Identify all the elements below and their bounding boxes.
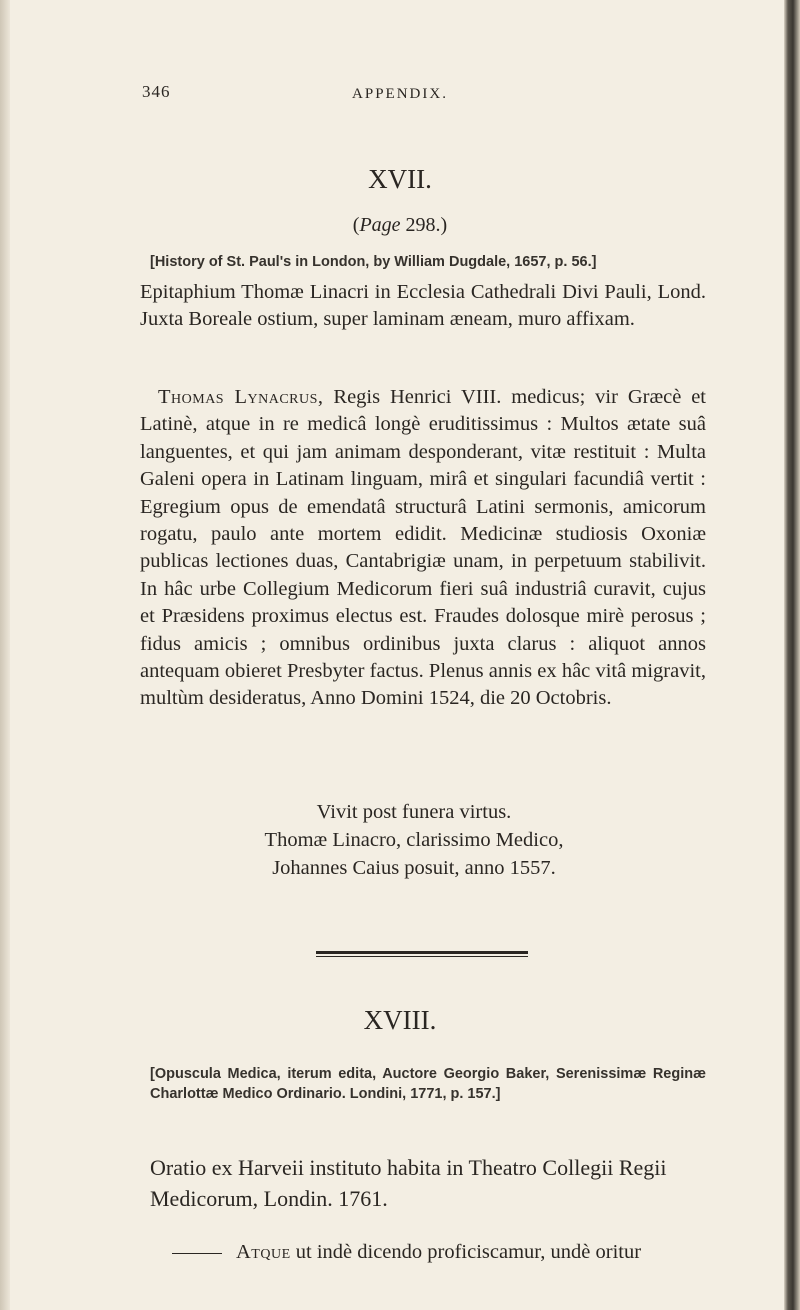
oration-opening [172,1241,641,1264]
epitaph-intro: Epitaphium Thomæ Linacri in Ecclesia Cathedrali Divi Pauli, Lond. Juxta Boreale ostium, super laminam æneam, muro affixam. [140,281,706,331]
opening-word: Atque [236,1241,291,1263]
section-heading-xviii: XVIII. [363,1005,437,1035]
epitaph-name: Thomas Lynacrus, [158,386,324,408]
page-ref-number: 298. [405,214,441,236]
epitaph-text [140,384,706,713]
page-number: 346 [142,82,171,101]
page-reference: (Page 298.) [352,214,448,236]
epitaph-motto: Vivit post funera virtus. [316,801,512,823]
section-divider [316,951,528,954]
opening-dash [172,1253,222,1254]
section-heading-xvii: XVII. [368,164,432,194]
epitaph-author: Johannes Caius posuit, anno 1557. [272,857,556,879]
page-gutter-shadow [0,0,10,1310]
epitaph-dedication: Thomæ Linacro, clarissimo Medico, [264,829,564,851]
section-divider-thin [316,956,528,957]
oration-title: Oratio ex Harveii instituto habita in Theatro Collegii Regii Medicorum, Londin. 1761. [150,1155,667,1211]
source-note-xvii: [History of St. Paul's in London, by William Dugdale, 1657, p. 56.] [150,254,597,270]
running-head: APPENDIX. [352,86,448,102]
epitaph-body: Regis Henrici VIII. medicus; vir Græcè et Latinè, atque in re medicâ longè eruditissimus : Multos ætate suâ languentes, et qui jam animam desponderant, vitæ restituit : Multa Galeni opera in Latinam linguam, mirâ et singulari facundiâ vertit : Egregium opus de emendatâ structurâ Latini sermonis, amicorum rogatu, paulo ante mortem edidit. Medicinæ studiosis Oxoniæ publicas lectiones duas, Cantabrigiæ unam, in perpetuum stabilivit. In hâc urbe Collegium Medicorum fieri suâ industriâ curavit, cujus et Præsidens proximus electus est. Fraudes dolosque mirè perosus ; fidus amicis ; omnibus ordinibus juxta clarus : aliquot annos antequam obieret Presbyter factus. Plenus annis ex hâc vitâ migravit, multùm desideratus, Anno Domini 1524, die 20 Octobris. [140,386,706,710]
page-ref-word: Page [359,214,401,236]
page-edge [784,0,800,1310]
opening-text: ut indè dicendo proficiscamur, undè oritur [290,1241,642,1263]
source-note-xviii: [Opuscula Medica, iterum edita, Auctore Georgio Baker, Serenissimæ Reginæ Charlottæ Medico Ordinario. Londini, 1771, p. 157.] [150,1066,706,1102]
